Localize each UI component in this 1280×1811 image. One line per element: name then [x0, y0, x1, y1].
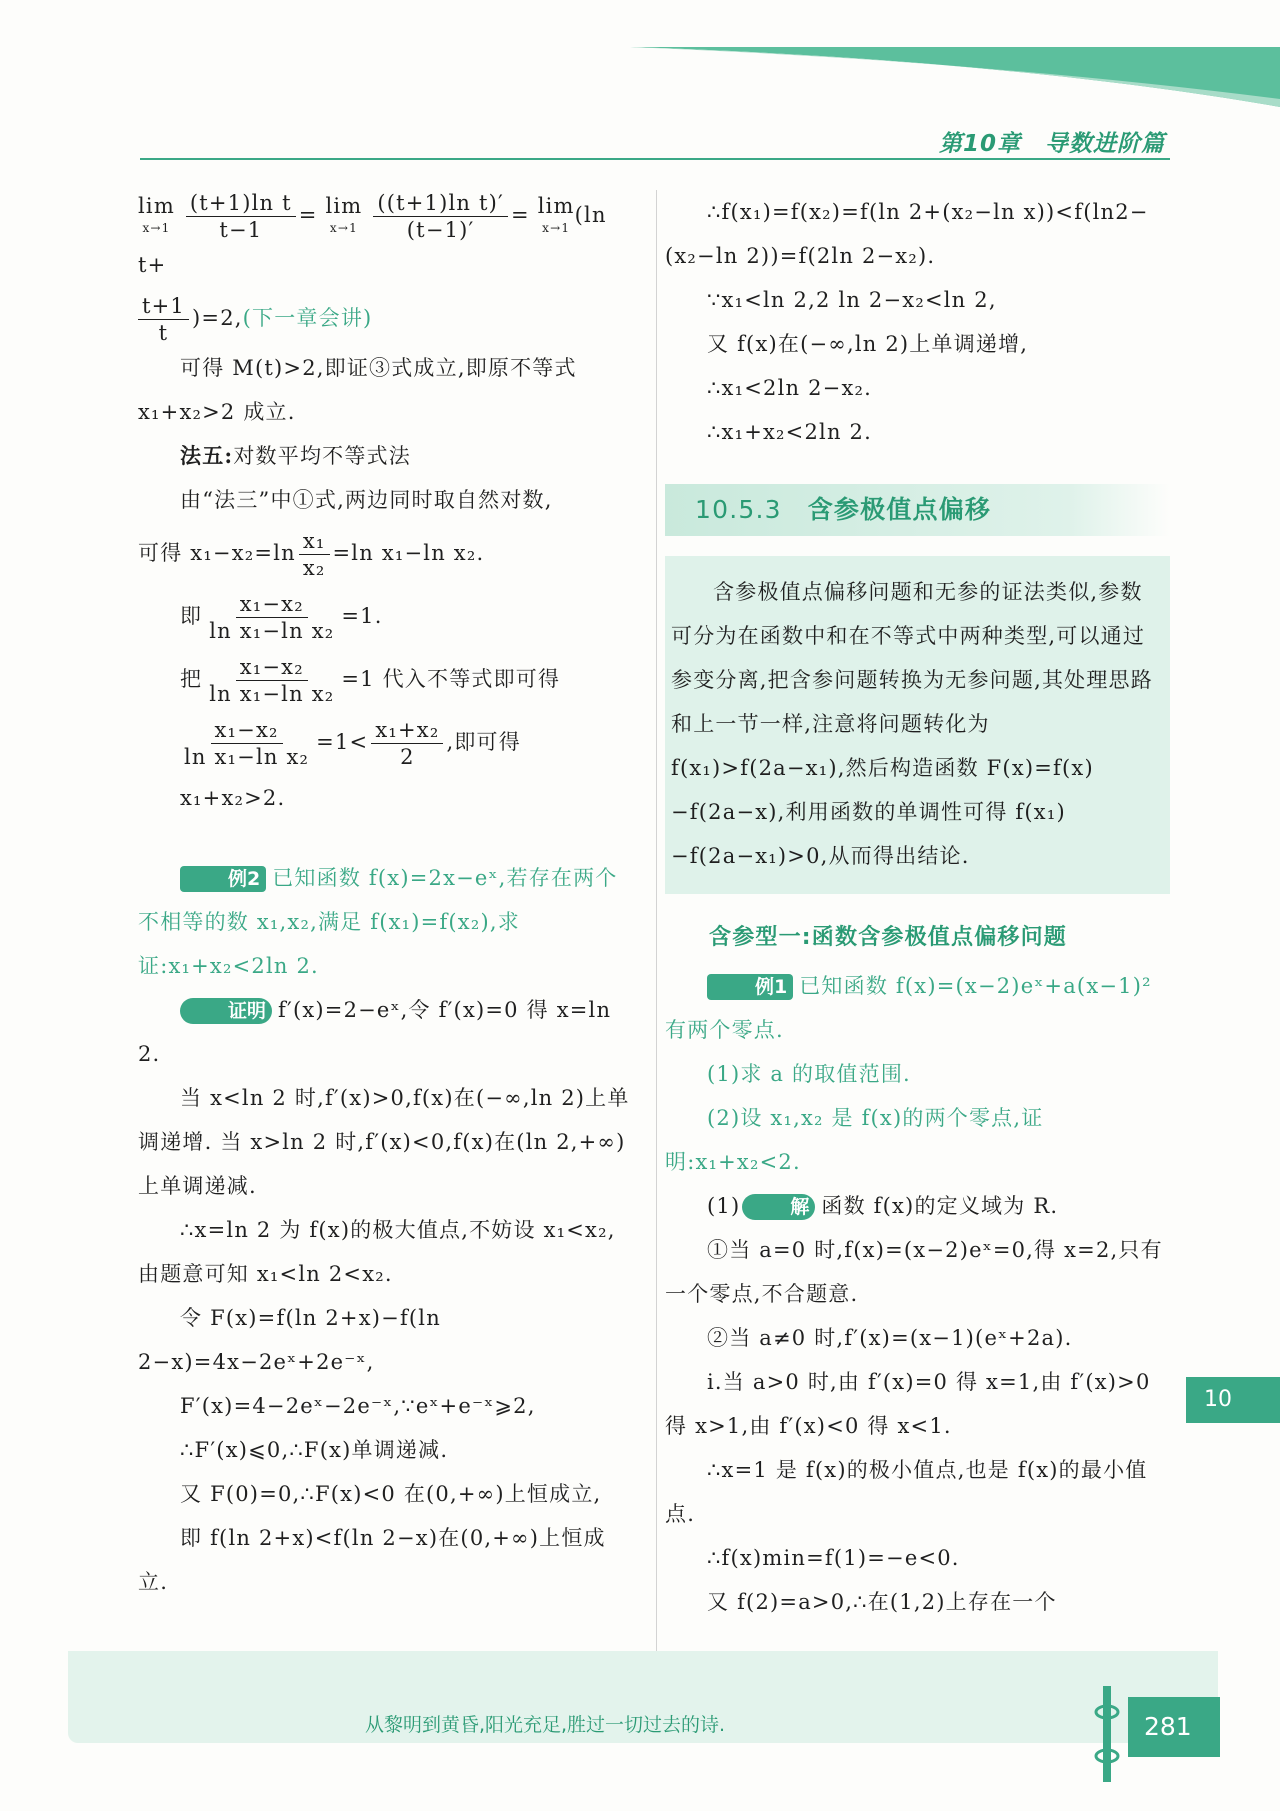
paragraph: 由“法三”中①式,两边同时取自然对数, [180, 488, 553, 512]
method-five-heading: 法五:对数平均不等式法 [180, 443, 411, 468]
next-chapter-note: (下一章会讲) [242, 306, 373, 330]
binding-ring-icon [1094, 1686, 1120, 1782]
solution-line: 又 f(2)=a>0,∴在(1,2)上存在一个 [707, 1590, 1057, 1614]
equation-line: 即 $\frac{\text{x₁−x₂}}{\text{ln x₁−ln x₂}}$ =1. [180, 592, 383, 643]
equation-line: 可得 x₁−x₂=ln $\frac{\text{x₁}}{\text{x₂}}$ =ln x₁−ln x₂. [138, 529, 485, 580]
solution-line: ⅰ.当 a>0 时,由 f′(x)=0 得 x=1,由 f′(x)>0 得 x>1,由 f′(x)<0 得 x<1. [665, 1370, 1151, 1438]
lim-op: lim x→1 [537, 193, 575, 235]
column-divider [656, 190, 657, 1660]
proof-tag: 证明 [180, 998, 272, 1024]
subsection-heading: 含参型一:函数含参极值点偏移问题 [709, 925, 1067, 950]
lim-op: lim x→1 [138, 193, 175, 235]
example-tag: 例2 [180, 866, 266, 892]
paragraph: 可得 M(t)>2,即证③式成立,即原不等式 x₁+x₂>2 成立. [138, 356, 577, 424]
equation-line: 把 $\frac{\text{x₁−x₂}}{\text{ln x₁−ln x₂}}$ =1 代入不等式即可得 [180, 655, 561, 706]
page-number: 281 [1144, 1712, 1192, 1741]
proof-line: 令 F(x)=f(ln 2+x)−f(ln 2−x)=4x−2eˣ+2e⁻ˣ, [138, 1306, 441, 1374]
section-title: 含参极值点偏移 [807, 495, 992, 524]
right-column [665, 190, 1170, 1624]
solution-line: ∴f(x)min=f(1)=−e<0. [707, 1546, 960, 1570]
proof-line: 当 x<ln 2 时,f′(x)>0,f(x)在(−∞,ln 2)上单调递增. 当 x>ln 2 时,f′(x)<0,f(x)在(ln 2,+∞)上单调递减. [138, 1086, 630, 1198]
proof-line: ∴x₁+x₂<2ln 2. [707, 420, 872, 444]
summary-box [665, 556, 1170, 894]
header-decor-band [630, 47, 1280, 107]
proof-line: 证明 f′(x)=2−eˣ,令 f′(x)=0 得 x=ln 2. [138, 998, 612, 1066]
chapter-side-tab: 10 [1186, 1377, 1280, 1423]
fraction: $\frac{\text{x₁−x₂}}{\text{ln x₁−ln x₂}}$ [184, 718, 310, 769]
summary-text: 含参极值点偏移问题和无参的证法类似,参数可分为在函数中和在不等式中两种类型,可以通过参变分离,把含参问题转换为无参问题,其处理思路和上一节一样,注意将问题转化为 f(x₁)>f(2a−x₁),然后构造函数 F(x)=f(x)−f(2a−x),利用函数的单调性可得 f(x₁)−f(2a−x₁)>0,从而得出结论. [671, 580, 1153, 868]
paragraph: x₁+x₂>2. [180, 786, 286, 810]
proof-line: 又 F(0)=0,∴F(x)<0 在(0,+∞)上恒成立, [180, 1482, 602, 1506]
question-1: (1)求 a 的取值范围. [707, 1062, 911, 1086]
section-number: 10.5.3 [695, 495, 782, 524]
example-1: 例1 已知函数 f(x)=(x−2)eˣ+a(x−1)²有两个零点. [665, 974, 1152, 1042]
proof-line: 即 f(ln 2+x)<f(ln 2−x)在(0,+∞)上恒成立. [138, 1526, 606, 1594]
question-2: (2)设 x₁,x₂ 是 f(x)的两个零点,证明:x₁+x₂<2. [665, 1106, 1044, 1174]
proof-line: 又 f(x)在(−∞,ln 2)上单调递增, [707, 332, 1029, 356]
solution-line: ①当 a=0 时,f(x)=(x−2)eˣ=0,得 x=2,只有一个零点,不合题意. [665, 1238, 1163, 1306]
fraction: $\frac{\text{((t+1)ln t)′}}{(t-1)'}$ [373, 190, 508, 243]
example-2: 例2 已知函数 f(x)=2x−eˣ,若存在两个不相等的数 x₁,x₂,满足 f(x₁)=f(x₂),求证:x₁+x₂<2ln 2. [138, 866, 618, 978]
lim-op: lim x→1 [325, 193, 363, 235]
proof-line: ∴F′(x)⩽0,∴F(x)单调递减. [180, 1438, 449, 1462]
solution-line: ∴x=1 是 f(x)的极小值点,也是 f(x)的最小值点. [665, 1458, 1148, 1526]
fraction: $\frac{\text{x₁−x₂}}{\text{ln x₁−ln x₂}}$ [209, 655, 335, 706]
fraction: $\frac{\text{x₁−x₂}}{\text{ln x₁−ln x₂}}$ [209, 592, 335, 643]
solution-line: ②当 a≠0 时,f′(x)=(x−1)(eˣ+2a). [707, 1326, 1073, 1350]
proof-line: ∴x₁<2ln 2−x₂. [707, 376, 872, 400]
section-heading [665, 484, 1170, 536]
chapter-title: 第10章 导数进阶篇 [938, 131, 1165, 157]
fraction: $\frac{\text{x₁}}{\text{x₂}}$ [299, 528, 330, 581]
proof-line: ∵x₁<ln 2,2 ln 2−x₂<ln 2, [707, 288, 997, 312]
proof-line: F′(x)=4−2eˣ−2e⁻ˣ,∵eˣ+e⁻ˣ⩾2, [180, 1394, 536, 1418]
left-column [138, 190, 633, 1604]
footer-quote: 从黎明到黄昏,阳光充足,胜过一切过去的诗. [364, 1714, 726, 1736]
proof-line: ∴x=ln 2 为 f(x)的极大值点,不妨设 x₁<x₂,由题意可知 x₁<ln 2<x₂. [138, 1218, 616, 1286]
equation-line: $\frac{\text{x₁−x₂}}{\text{ln x₁−ln x₂}}$ =1< $\frac{\text{x₁+x₂}}{2}$ ,即可得 [138, 717, 633, 770]
fraction: $\frac{\text{x₁+x₂}}{2}$ [371, 717, 443, 770]
header-rule [140, 158, 1170, 160]
solution-tag: 解 [742, 1194, 815, 1220]
limit-line-2: $\frac{t+1}{t}$ )=2,(下一章会讲) [138, 293, 633, 346]
fraction: $\frac{t+1}{t}$ [138, 293, 189, 346]
fraction: $\frac{\text{(t+1)ln t}}{t-1}$ [186, 190, 296, 243]
limit-line: lim x→1 $\frac{\text{(t+1)ln t}}{t-1}$ = lim x→1 $\frac{\text{((t+1)ln t)′}}{(t-1)'}$ = lim x→1 (ln t+ [138, 191, 607, 277]
solution-line: (1) 解 函数 f(x)的定义域为 R. [707, 1194, 1059, 1218]
proof-line: ∴f(x₁)=f(x₂)=f(ln 2+(x₂−ln x))<f(ln2−(x₂−ln 2))=f(2ln 2−x₂). [665, 200, 1149, 268]
example-tag: 例1 [707, 974, 793, 1000]
